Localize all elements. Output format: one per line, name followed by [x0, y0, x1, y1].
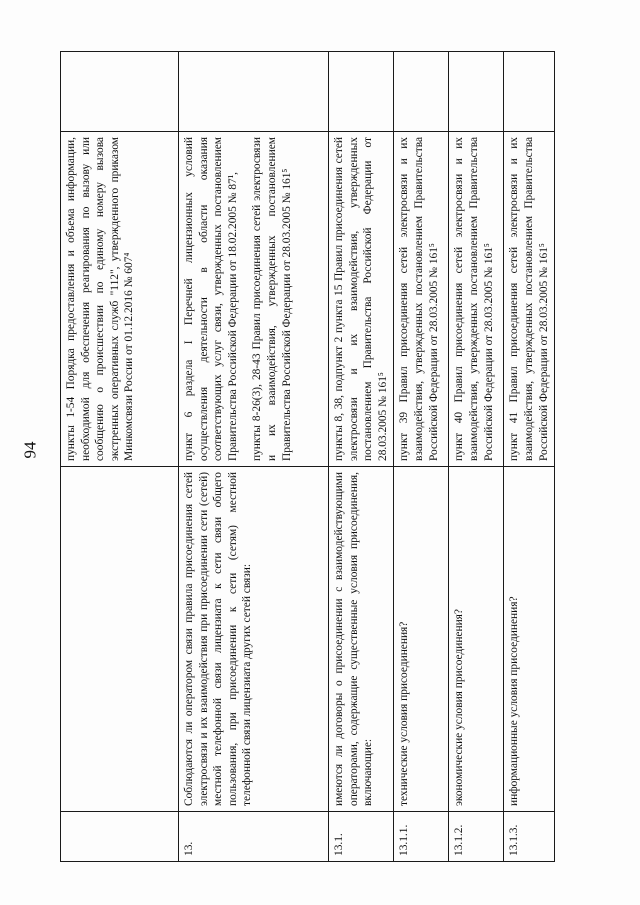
legal-act-cell	[504, 132, 555, 467]
row-number: 13.1.	[329, 812, 394, 862]
table-row	[179, 52, 329, 862]
legal-act-cell	[394, 132, 449, 467]
table-row	[449, 52, 504, 862]
legal-act-text: пункт 6 раздела I Перечней лицензионных условий осуществления деятельности в области оказания соответствующих услуг связи, утвержденных постановлением Правительства Российской Федерации от 18.02.2005 № 87¹,	[183, 137, 239, 461]
table-row	[394, 52, 449, 862]
row-number: 13.	[179, 812, 329, 862]
legal-act-text: пункт 40 Правил присоединения сетей электросвязи и их взаимодействия, утвержденных постановлением Правительства Российской Федерации от 28.03.2005 № 161⁵	[453, 137, 495, 461]
legal-act-text: пункт 41 Правил присоединения сетей электросвязи и их взаимодействия, утвержденных постановлением Правительства Российской Федерации от 28.03.2005 № 161⁵	[508, 137, 550, 461]
checklist-table-rotated	[60, 52, 550, 862]
legal-act-text: пункты 8-26(3), 28-43 Правил присоединения сетей электросвязи и их взаимодействия, утвержденных постановлением Правительства Российской Федерации от 28.03.2005 № 161⁵	[251, 137, 293, 461]
requirement-text: экономические условия присоединения?	[449, 467, 504, 812]
answer-cell	[394, 52, 449, 132]
legal-act-text: пункт 39 Правил присоединения сетей электросвязи и их взаимодействия, утвержденных постановлением Правительства Российской Федерации от 28.03.2005 № 161⁵	[398, 137, 440, 461]
answer-cell	[179, 52, 329, 132]
answer-cell	[61, 52, 179, 132]
row-number: 13.1.2.	[449, 812, 504, 862]
checklist-table	[60, 51, 555, 862]
requirement-text: информационные условия присоединения?	[504, 467, 555, 812]
legal-act-cell	[329, 132, 394, 467]
row-number: 13.1.3.	[504, 812, 555, 862]
answer-cell	[504, 52, 555, 132]
legal-act-cell	[61, 132, 179, 467]
legal-act-cell	[179, 132, 329, 467]
table-row	[504, 52, 555, 862]
answer-cell	[449, 52, 504, 132]
legal-act-text: пункты 8, 38, подпункт 2 пункта 15 Правил присоединения сетей электросвязи и их взаимодействия, утвержденных постановлением Правительства Российской Федерации от 28.03.2005 № 161⁵	[333, 137, 389, 461]
answer-cell	[329, 52, 394, 132]
page-number: 94	[20, 441, 40, 459]
row-number: 13.1.1.	[394, 812, 449, 862]
table-row	[61, 52, 179, 862]
legal-act-text: пункты 1-54 Порядка предоставления и объема информации, необходимой для обеспечения реагирования по вызову или сообщению о происшествии по единому номеру вызова экстренных оперативных служб "112", утвержденного приказом Минкомсвязи России от 01.12.2016 № 607⁴	[65, 137, 136, 461]
table-row	[329, 52, 394, 862]
row-number	[61, 812, 179, 862]
requirement-text	[61, 467, 179, 812]
legal-act-cell	[449, 132, 504, 467]
requirement-text: имеются ли договоры о присоединении с взаимодействующими операторами, содержащие существенные условия присоединения, включающие:	[329, 467, 394, 812]
requirement-text: Соблюдаются ли оператором связи правила присоединения сетей электросвязи и их взаимодействия при присоединении сети (сетей) местной телефонной связи лицензиата к сети связи общего пользования, при присоединении к сети (сетям) местной телефонной связи лицензиата других сетей связи:	[179, 467, 329, 812]
requirement-text: технические условия присоединения?	[394, 467, 449, 812]
